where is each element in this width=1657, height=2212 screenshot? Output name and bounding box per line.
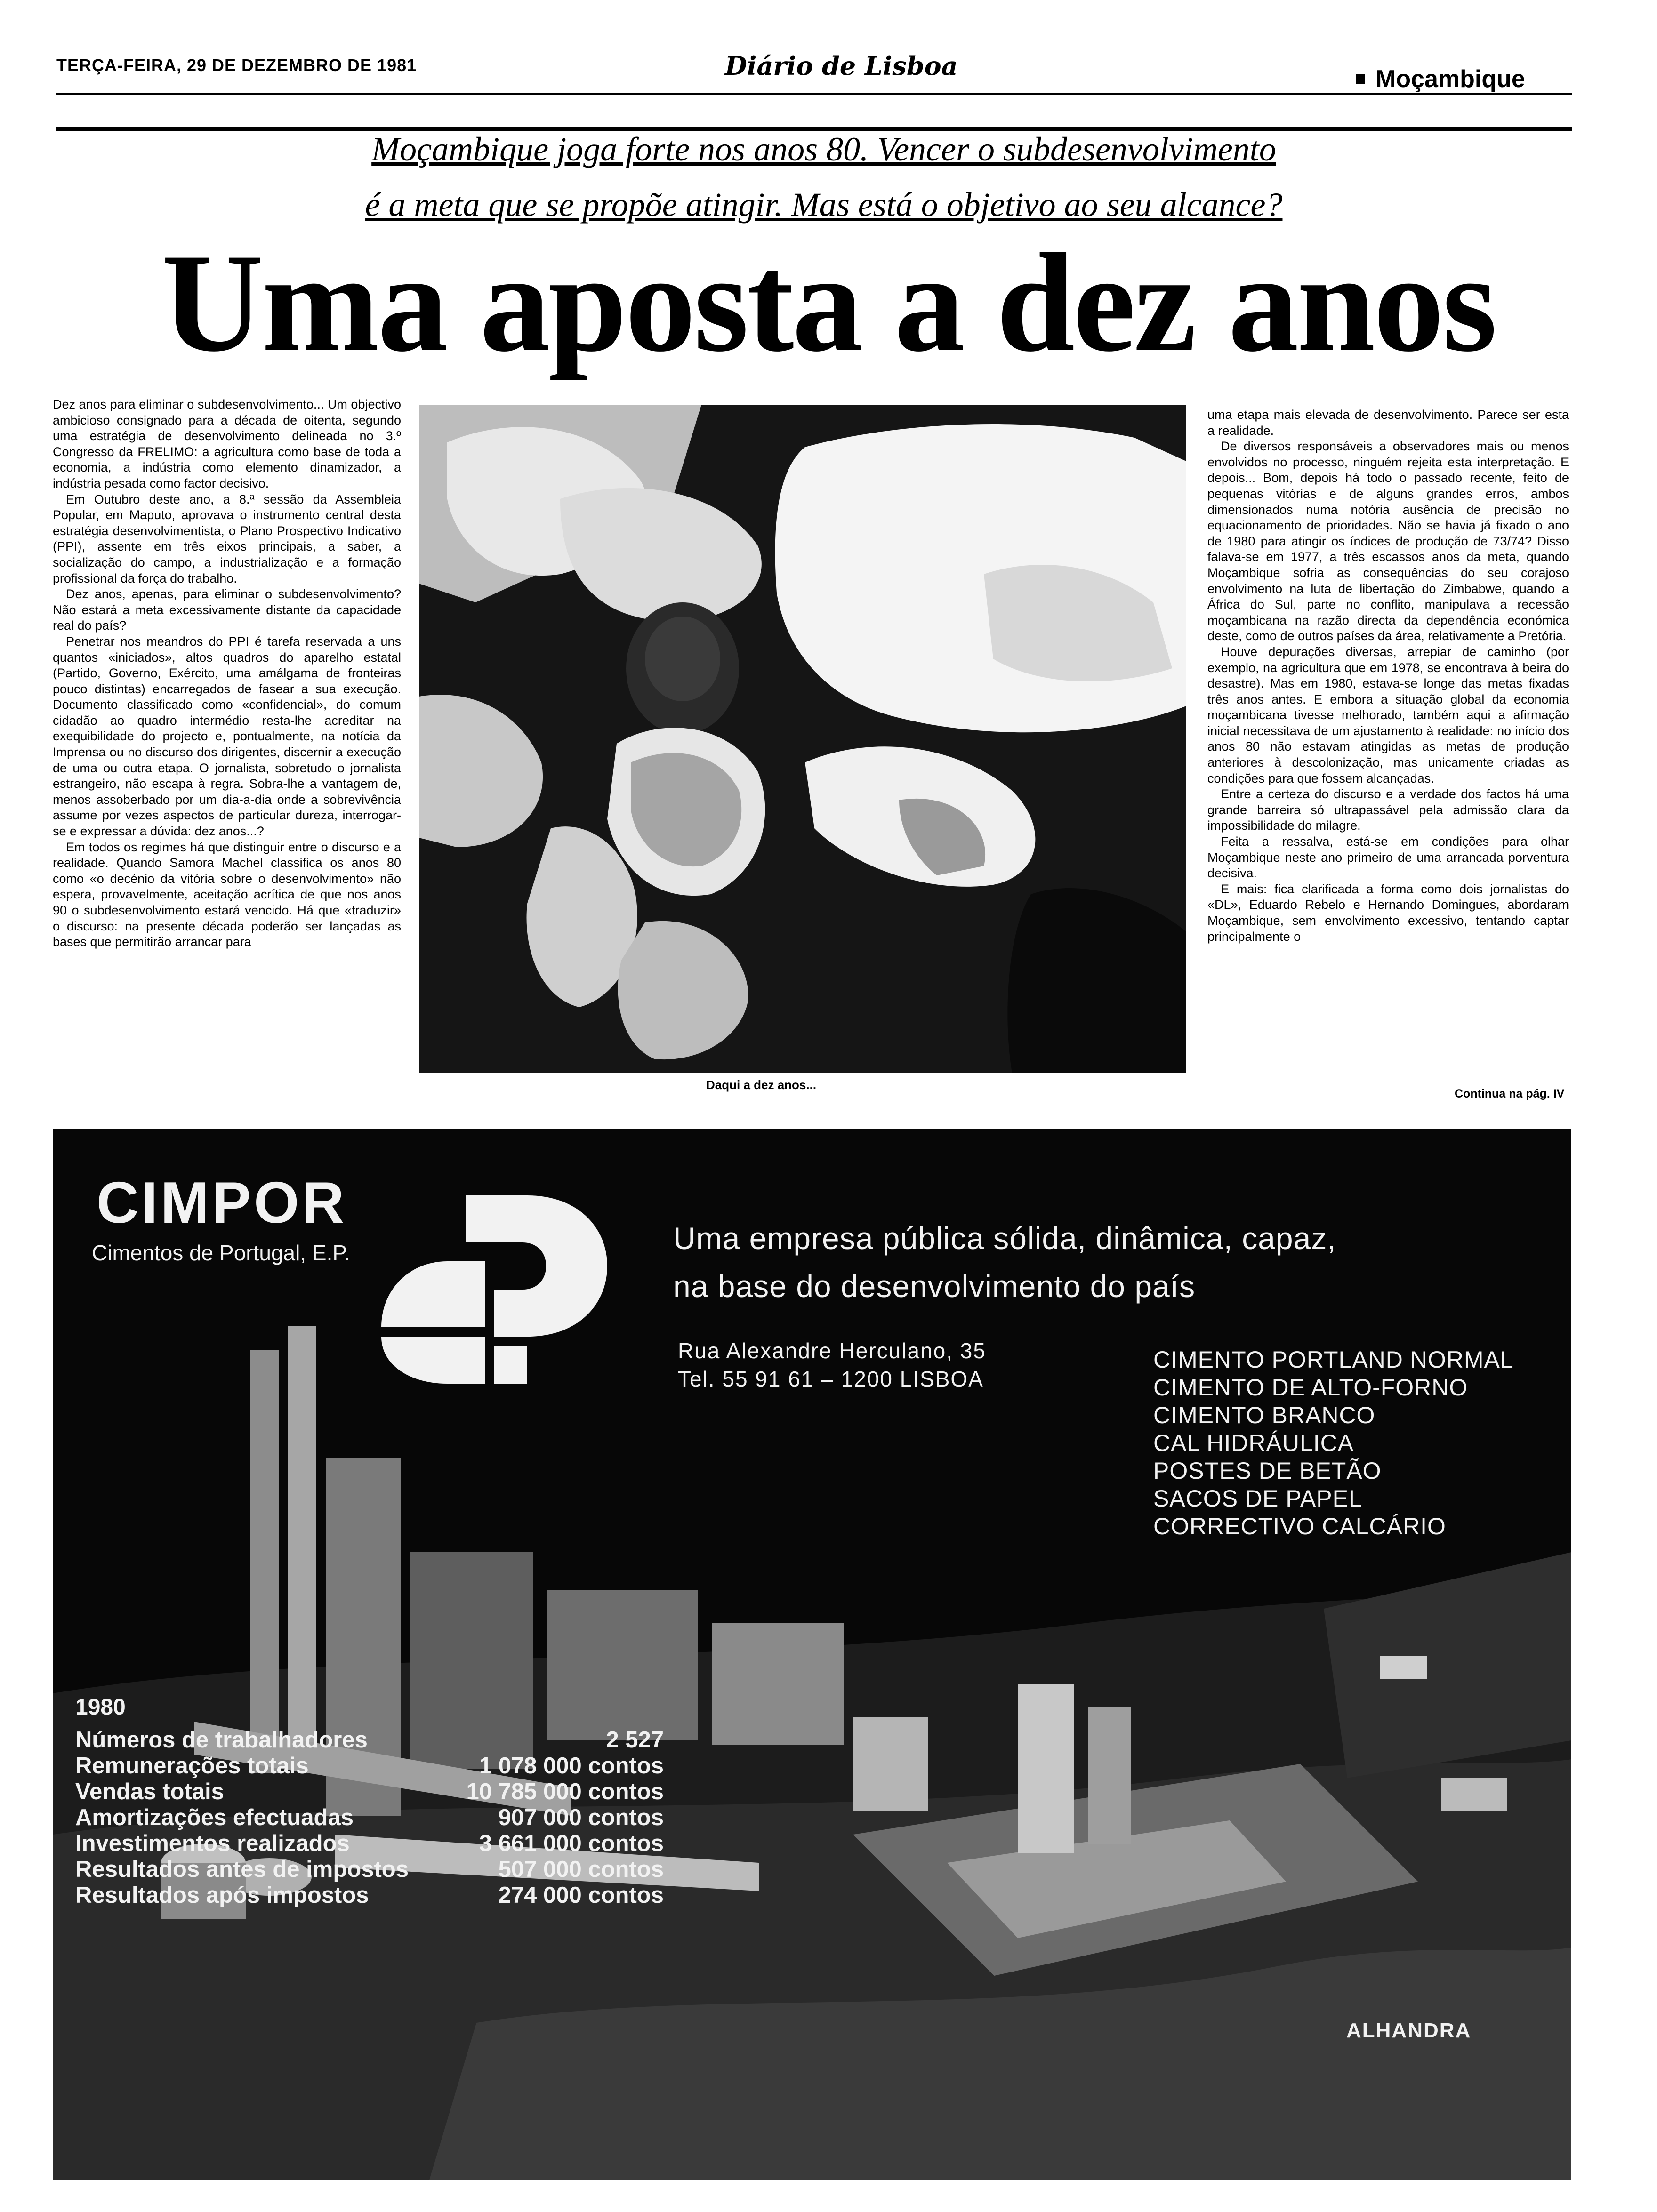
masthead-rule (56, 93, 1572, 95)
stat-label: Investimentos realizados (75, 1831, 350, 1856)
stat-label: Números de trabalhadores (75, 1727, 368, 1753)
paragraph: Entre a certeza do discurso e a verdade dos factos há uma grande barreira só ultrapassável pela admissão clara da impossibilidade do milagre. (1207, 787, 1569, 833)
article-photo (419, 405, 1186, 1073)
stat-value: 907 000 contos (498, 1805, 664, 1830)
stat-value: 3 661 000 contos (479, 1831, 664, 1856)
photo-mother-child (419, 405, 1186, 1073)
section-name: Moçambique (1375, 65, 1525, 93)
continued-note: Continua na pág. IV (1455, 1087, 1565, 1100)
stats-table (75, 1727, 664, 1908)
stat-value: 10 785 000 contos (466, 1779, 664, 1804)
stat-value: 274 000 contos (498, 1883, 664, 1908)
section-label (1356, 65, 1525, 93)
slogan-line-2: na base do desenvolvimento do país (673, 1269, 1196, 1304)
paragraph: Penetrar nos meandros do PPI é tarefa reservada a uns quantos «iniciados», altos quadros do aparelho estatal (Partido, Governo, Exército, uma amálgama de fronteiras pouco distintas) encarregados de fasear a sua execução. Documento classificado como «confidencial», do comum cidadão ao quadro intermédio resta-lhe acreditar na exequibilidade do projecto e, pontualmente, na notícia da Imprensa ou no discurso dos dirigentes, discernir a execução de uma ou outra etapa. O jornalista, sobretudo o jornalista estrangeiro, não escapa à regra. Sobra-lhe a vantagem de, menos assoberbado por um dia-a-dia onde a sobrevivência assume por vezes aspectos de particular dureza, interrogar-se e expressar a dúvida: dez anos...? (53, 634, 401, 839)
stats-row (75, 1753, 664, 1779)
stats-row (75, 1805, 664, 1831)
stats-row (75, 1857, 664, 1883)
stat-value: 1 078 000 contos (479, 1753, 664, 1779)
address-line-1: Rua Alexandre Herculano, 35 (678, 1338, 986, 1363)
deck-line-2: é a meta que se propõe atingir. Mas está o objetivo ao seu alcance? (365, 186, 1283, 224)
product-item: SACOS DE PAPEL (1153, 1485, 1362, 1512)
product-item: CIMENTO PORTLAND NORMAL (1153, 1346, 1514, 1373)
stat-value: 2 527 (606, 1727, 664, 1753)
slogan-line-1: Uma empresa pública sólida, dinâmica, capaz, (673, 1221, 1336, 1256)
stats-row (75, 1779, 664, 1805)
article-right-column (1207, 407, 1569, 945)
company-address (678, 1337, 986, 1393)
product-item: CAL HIDRÁULICA (1153, 1430, 1354, 1456)
paragraph: uma etapa mais elevada de desenvolvimento. Parece ser esta a realidade. (1207, 408, 1569, 438)
stats-row (75, 1831, 664, 1857)
stat-label: Remunerações totais (75, 1753, 309, 1779)
headline: Uma aposta a dez anos (161, 224, 1496, 381)
stats-row (75, 1883, 664, 1908)
paragraph: Feita a ressalva, está-se em condições para olhar Moçambique neste ano primeiro de uma arrancada porventura decisiva. (1207, 834, 1569, 881)
address-line-2: Tel. 55 91 61 – 1200 LISBOA (678, 1367, 984, 1391)
stat-label: Amortizações efectuadas (75, 1805, 354, 1830)
product-list (1153, 1346, 1514, 1540)
stat-value: 507 000 contos (498, 1857, 664, 1882)
paragraph: Em todos os regimes há que distinguir entre o discurso e a realidade. Quando Samora Machel classifica os anos 80 como «o decénio da vitória sobre o desenvolvimento» não espera, provavelmente, aceitação acrítica de que nos anos 90 o subdesenvolvimento estará vencido. Há que «traduzir» o discurso: na presente década poderão ser lançadas as bases que permitirão arrancar para (53, 840, 401, 949)
paragraph: E mais: fica clarificada a forma como dois jornalistas do «DL», Eduardo Rebelo e Hernando Domingues, abordaram Moçambique, sem envolvimento excessivo, tentando captar principalmente o (1207, 882, 1569, 944)
stats-year: 1980 (75, 1695, 126, 1720)
brand-subtitle: Cimentos de Portugal, E.P. (92, 1241, 350, 1265)
paragraph: Dez anos, apenas, para eliminar o subdesenvolvimento? Não estará a meta excessivamente distante da capacidade real do país? (53, 587, 401, 633)
product-item: CIMENTO BRANCO (1153, 1402, 1375, 1428)
paragraph: Em Outubro deste ano, a 8.ª sessão da Assembleia Popular, em Maputo, aprovava o instrumento central desta estratégia desenvolvimentista, o Plano Prospectivo Indicativo (PPI), assente em três eixos principais, a saber, a socialização do campo, a industrialização e a formação profissional da força do trabalho. (53, 492, 401, 585)
ad-slogan (673, 1214, 1336, 1310)
brand-name: CIMPOR (97, 1170, 347, 1235)
paragraph: Dez anos para eliminar o subdesenvolvimento... Um objectivo ambicioso consignado para a década de oitenta, segundo uma estratégia de desenvolvimento delineada no 3.º Congresso da FRELIMO: a agricultura como base de toda a economia, a indústria como elemento dinamizador, a indústria pesada como factor decisivo. (53, 397, 401, 490)
newspaper-logo: Diário de Lisboa (725, 51, 958, 81)
deck-line-1: Moçambique joga forte nos anos 80. Vencer o subdesenvolvimento (371, 130, 1276, 168)
stat-label: Resultados após impostos (75, 1883, 369, 1908)
product-item: CIMENTO DE ALTO-FORNO (1153, 1374, 1468, 1401)
paragraph: Houve depurações diversas, arrepiar de caminho (por exemplo, na agricultura que em 1978, se encontrava à beira do desastre). Mas em 1980, estava-se longe das metas fixadas três anos antes. E embora a situação global da economia moçambicana tivesse melhorado, também aqui a afirmação inicial necessitava de um ajustamento à realidade: no início dos anos 80 não estavam atingidas as metas de produção anteriores à descolonização, mas unicamente criadas as condições para que fossem alcançadas. (1207, 644, 1569, 785)
factory-location: ALHANDRA (1346, 2019, 1472, 2042)
stat-label: Vendas totais (75, 1779, 224, 1804)
photo-caption: Daqui a dez anos... (706, 1078, 817, 1092)
article-left-column (53, 397, 401, 950)
product-item: CORRECTIVO CALCÁRIO (1153, 1513, 1446, 1539)
stats-row (75, 1727, 664, 1753)
paragraph: De diversos responsáveis a observadores mais ou menos envolvidos no processo, ninguém rejeita esta interpretação. E depois... Bom, depois há todo o passado recente, feito de pequenas vitórias e de alguns grandes erros, ambos dimensionados numa notória ausência de precisão no equacionamento de prioridades. Não se havia já fixado o ano de 1980 para atingir os índices de produção de 73/74? Disso falava-se em 1977, a três escassos anos da meta, quando Moçambique sofria as consequências do seu corajoso envolvimento na luta de libertação do Zimbabwe, quando a África do Sul, parte no conflito, manipulava a recessão moçambicana na razão directa da dependência económica deste, como de outros países da área, relativamente a Pretória. (1207, 439, 1569, 643)
issue-date: TERÇA-FEIRA, 29 DE DEZEMBRO DE 1981 (56, 56, 417, 75)
stat-label: Resultados antes de impostos (75, 1857, 409, 1882)
bullet-square-icon (1356, 74, 1365, 84)
cimpor-logo-icon (372, 1186, 617, 1388)
product-item: POSTES DE BETÃO (1153, 1458, 1382, 1484)
